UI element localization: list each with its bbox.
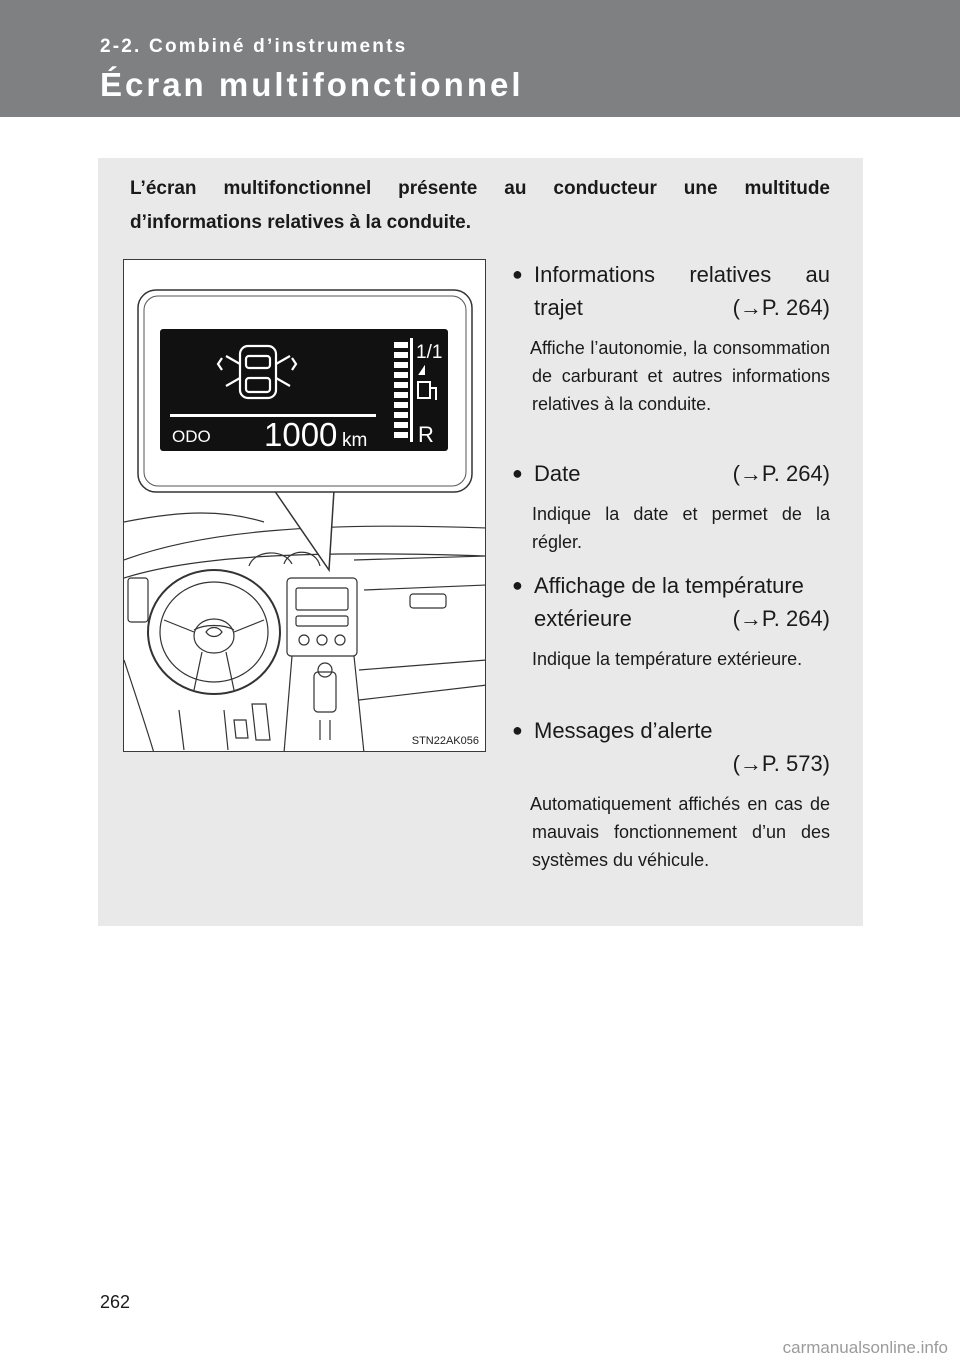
dashboard-drawing	[124, 260, 486, 752]
odo-label: ODO	[172, 427, 211, 446]
item-title: Messages d’alerte	[534, 718, 713, 743]
intro-line-1: L’écran multifonctionnel présente au conducteur une multitude	[130, 178, 830, 199]
bullet-icon: ●	[512, 264, 523, 284]
bullet-icon: ●	[512, 575, 523, 595]
item-description: Affiche l’autonomie, la consommation de carburant et autres informations relatives à la conduite.	[530, 338, 830, 414]
fuel-full-label: 1/1	[416, 342, 443, 363]
page-reference-link[interactable]: (→P. 264)	[732, 461, 830, 486]
list-item-alerte	[512, 714, 830, 874]
intro-line-2: d’informations relatives à la conduite.	[130, 212, 472, 233]
list-item-temperature	[512, 569, 830, 673]
item-description: Indique la température extérieure.	[532, 649, 803, 669]
item-title: Affichage de la température	[534, 573, 804, 598]
item-title: Informations relatives au	[534, 262, 830, 287]
item-title: Date	[534, 461, 581, 486]
page-reference-link[interactable]: (→P. 264)	[732, 295, 830, 320]
item-description: Automatiquement affichés en cas de mauvais fonctionnement d’un des systèmes du véhicule.	[530, 794, 830, 870]
item-title-cont: trajet	[534, 295, 583, 320]
page-number: 262	[100, 1292, 131, 1312]
page-reference-link[interactable]: (→P. 264)	[732, 606, 830, 631]
intro-paragraph	[130, 172, 830, 240]
odo-unit: km	[342, 430, 368, 451]
list-item-date	[512, 457, 830, 556]
figure-code: STN22AK056	[411, 735, 479, 747]
item-description: Indique la date et permet de la régler.	[532, 504, 830, 552]
chapter-header	[0, 0, 960, 117]
odo-value: 1000	[264, 416, 338, 453]
watermark: carmanualsonline.info	[782, 1338, 948, 1357]
bullet-icon: ●	[512, 463, 523, 483]
list-item-trajet	[512, 258, 830, 418]
page-reference-link[interactable]: (→P. 573)	[732, 751, 830, 776]
bullet-icon: ●	[512, 720, 523, 740]
dashboard-illustration	[123, 259, 486, 752]
item-title-cont: extérieure	[534, 606, 632, 631]
page-title: Écran multifonctionnel	[100, 66, 524, 103]
fuel-empty-label: R	[418, 422, 434, 447]
section-label: 2-2. Combiné d’instruments	[100, 36, 408, 57]
